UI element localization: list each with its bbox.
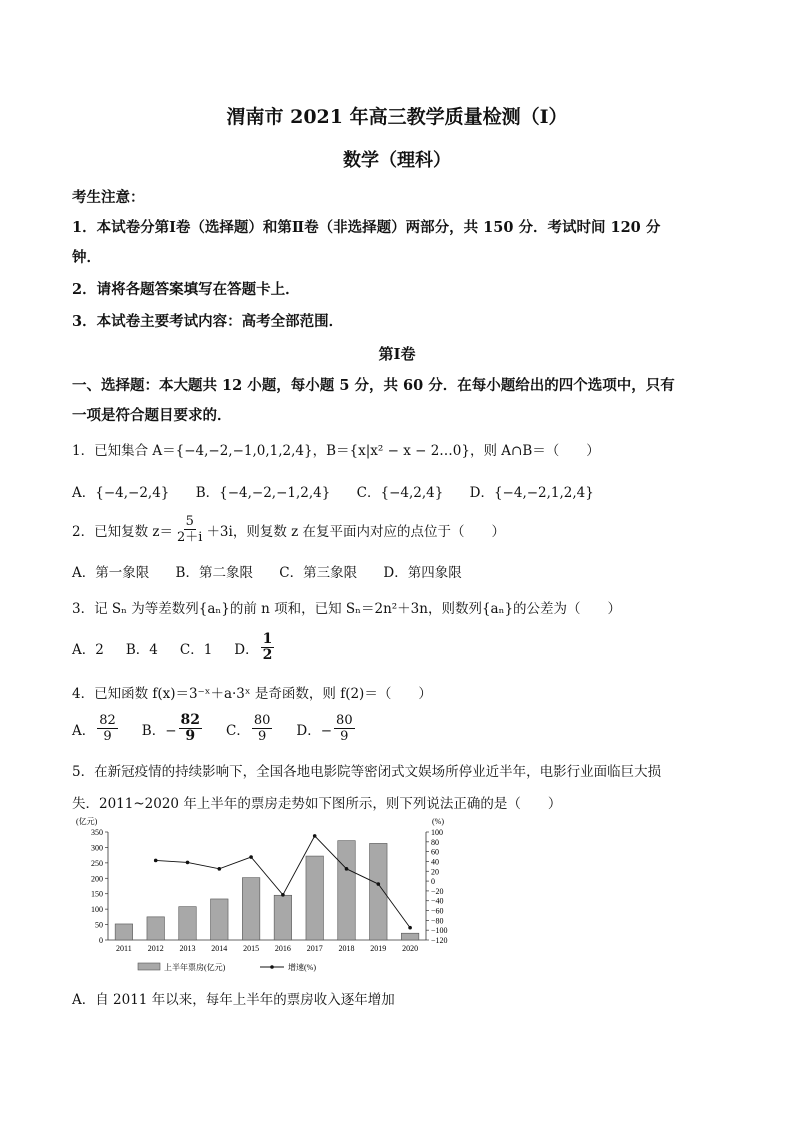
chart-left-unit: (亿元) — [76, 817, 98, 826]
chart-legend — [138, 962, 316, 972]
q5-line-1: 5．在新冠疫情的持续影响下，全国各地电影院等密闭式文娱场所停业近半年，电影行业面临巨大损 — [72, 764, 662, 780]
q3-option-d[interactable]: D． — [234, 641, 259, 658]
right-tick-label: 80 — [431, 837, 439, 847]
q2-option-b[interactable]: B．第二象限 — [175, 565, 253, 581]
left-tick-label: 200 — [91, 874, 103, 884]
q4-d-num: 80 — [336, 713, 353, 728]
growth-point — [313, 834, 317, 838]
q3-option-d-frac — [261, 632, 275, 663]
q4-b-den: 9 — [185, 728, 196, 744]
left-tick-label: 250 — [91, 858, 103, 868]
q4-a-num: 82 — [99, 713, 116, 728]
q1-option-b[interactable]: B．{−4,−2,−1,2,4} — [195, 485, 331, 501]
section-intro-2: 一项是符合题目要求的． — [72, 407, 232, 424]
growth-point — [377, 882, 381, 886]
page-title: 渭南市 2021 年高三教学质量检测（Ⅰ） — [226, 106, 568, 128]
q3-options — [72, 632, 276, 663]
q4-option-a[interactable] — [72, 713, 120, 744]
left-tick-label: 50 — [95, 920, 103, 930]
growth-point — [186, 861, 190, 865]
q4-d-den: 9 — [340, 729, 349, 744]
q2-option-a[interactable]: A．第一象限 — [72, 565, 150, 581]
right-tick-label: 0 — [431, 877, 435, 887]
x-tick-label: 2014 — [211, 944, 228, 953]
q4-b-label: B．− — [141, 722, 177, 739]
q3-d-num: 1 — [262, 631, 273, 647]
chart-axes — [91, 828, 448, 953]
q2-frac-den: 2＋i — [177, 530, 203, 545]
q4-options — [72, 713, 357, 744]
bar — [274, 895, 291, 940]
growth-point — [249, 855, 253, 859]
left-tick-label: 350 — [91, 828, 103, 837]
right-tick-label: −120 — [431, 936, 448, 945]
legend-bar-swatch — [138, 963, 160, 970]
bar — [306, 856, 323, 940]
right-tick-label: −40 — [431, 896, 444, 906]
bar — [401, 933, 418, 940]
bar — [179, 907, 196, 940]
q3-d-den: 2 — [262, 647, 273, 663]
q4-a-den: 9 — [103, 729, 112, 744]
q2-stem-pre: 2．已知复数 z＝ — [72, 523, 173, 540]
q4-option-d[interactable] — [296, 713, 356, 744]
q2-option-d[interactable]: D．第四象限 — [383, 565, 462, 581]
notice-item-3: 3．本试卷主要考试内容：高考全部范围． — [72, 313, 344, 330]
q4-option-c[interactable] — [226, 713, 274, 744]
x-tick-label: 2012 — [147, 944, 164, 953]
chart-right-unit: (%) — [432, 817, 444, 826]
notice-item-1: 1．本试卷分第Ⅰ卷（选择题）和第Ⅱ卷（非选择题）两部分，共 150 分．考试时间 120 分 — [72, 219, 661, 236]
q2-stem — [72, 514, 505, 545]
right-tick-label: −100 — [431, 926, 448, 936]
notice-heading: 考生注意： — [72, 189, 145, 206]
bar — [338, 841, 355, 940]
q1-options — [72, 481, 616, 501]
q3-option-a[interactable]: A．2 — [72, 641, 104, 658]
right-tick-label: 100 — [431, 828, 443, 837]
section-intro-1: 一、选择题：本大题共 12 小题，每小题 5 分，共 60 分．在每小题给出的四个选项中，只有 — [72, 377, 675, 394]
growth-point — [281, 893, 285, 897]
growth-point — [218, 867, 222, 871]
left-tick-label: 100 — [91, 905, 103, 915]
growth-point — [408, 926, 412, 930]
q4-a-label: A． — [72, 722, 96, 739]
right-tick-label: −20 — [431, 886, 444, 896]
q1-stem: 1．已知集合 A＝{−4,−2,−1,0,1,2,4}，B＝{x|x² − x − 2…0}，则 A∩B＝（ ） — [72, 443, 600, 459]
q2-stem-post: ＋3i，则复数 z 在复平面内对应的点位于（ ） — [206, 523, 506, 540]
legend-line-dot — [270, 965, 274, 969]
q5-option-a[interactable]: A．自 2011 年以来，每年上半年的票房收入逐年增加 — [72, 992, 395, 1008]
x-tick-label: 2019 — [370, 944, 387, 953]
section-title: 第Ⅰ卷 — [378, 345, 416, 363]
right-tick-label: 40 — [431, 857, 439, 867]
right-tick-label: −80 — [431, 916, 444, 926]
x-tick-label: 2011 — [116, 944, 132, 953]
left-tick-label: 0 — [99, 936, 103, 945]
bar — [211, 899, 228, 940]
notice-item-1-cont: 钟． — [72, 249, 101, 266]
q2-option-c[interactable]: C．第三象限 — [279, 565, 358, 581]
right-tick-label: −60 — [431, 906, 444, 916]
bar — [147, 917, 164, 940]
bar — [115, 924, 132, 940]
q2-fraction — [175, 514, 204, 545]
q4-stem: 4．已知函数 f(x)＝3⁻ˣ＋a·3ˣ 是奇函数，则 f(2)＝（ ） — [72, 686, 432, 702]
q4-option-b[interactable] — [142, 713, 204, 744]
left-tick-label: 300 — [91, 843, 103, 853]
q4-c-den: 9 — [257, 729, 267, 744]
bar — [242, 878, 259, 940]
legend-line-label: 增速(%) — [288, 963, 316, 972]
q1-option-d[interactable]: D．{−4,−2,1,2,4} — [469, 485, 594, 501]
q4-b-num: 82 — [180, 712, 201, 728]
q2-frac-num: 5 — [185, 514, 194, 529]
q1-option-a[interactable]: A．{−4,−2,4} — [72, 485, 170, 501]
q3-option-c[interactable]: C．1 — [179, 641, 213, 658]
q2-options — [72, 561, 484, 581]
q4-d-label: D．− — [296, 722, 333, 739]
q4-c-label: C． — [226, 722, 250, 739]
x-tick-label: 2017 — [306, 944, 323, 953]
q5-line-2: 失．2011~2020 年上半年的票房走势如下图所示，则下列说法正确的是（ ） — [72, 796, 562, 812]
right-tick-label: 20 — [431, 867, 439, 877]
x-tick-label: 2020 — [402, 944, 419, 953]
q4-c-num: 80 — [253, 713, 271, 728]
growth-point — [154, 859, 158, 863]
chart-bars — [115, 841, 419, 940]
page-subtitle: 数学（理科） — [343, 150, 451, 171]
x-tick-label: 2013 — [179, 944, 196, 953]
notice-item-2: 2．请将各题答案填写在答题卡上． — [72, 281, 300, 298]
x-tick-label: 2016 — [274, 944, 291, 953]
x-tick-label: 2015 — [243, 944, 260, 953]
q3-option-b[interactable]: B．4 — [125, 641, 158, 658]
box-office-chart — [70, 812, 470, 982]
left-tick-label: 150 — [91, 889, 103, 899]
legend-bar-label: 上半年票房(亿元) — [164, 963, 226, 972]
q3-stem: 3．记 Sₙ 为等差数列{aₙ}的前 n 项和，已知 Sₙ＝2n²＋3n，则数列{aₙ}的公差为（ ） — [72, 601, 622, 617]
right-tick-label: 60 — [431, 847, 439, 857]
growth-point — [345, 867, 349, 871]
q1-option-c[interactable]: C．{−4,2,4} — [356, 485, 444, 501]
x-tick-label: 2018 — [338, 944, 355, 953]
